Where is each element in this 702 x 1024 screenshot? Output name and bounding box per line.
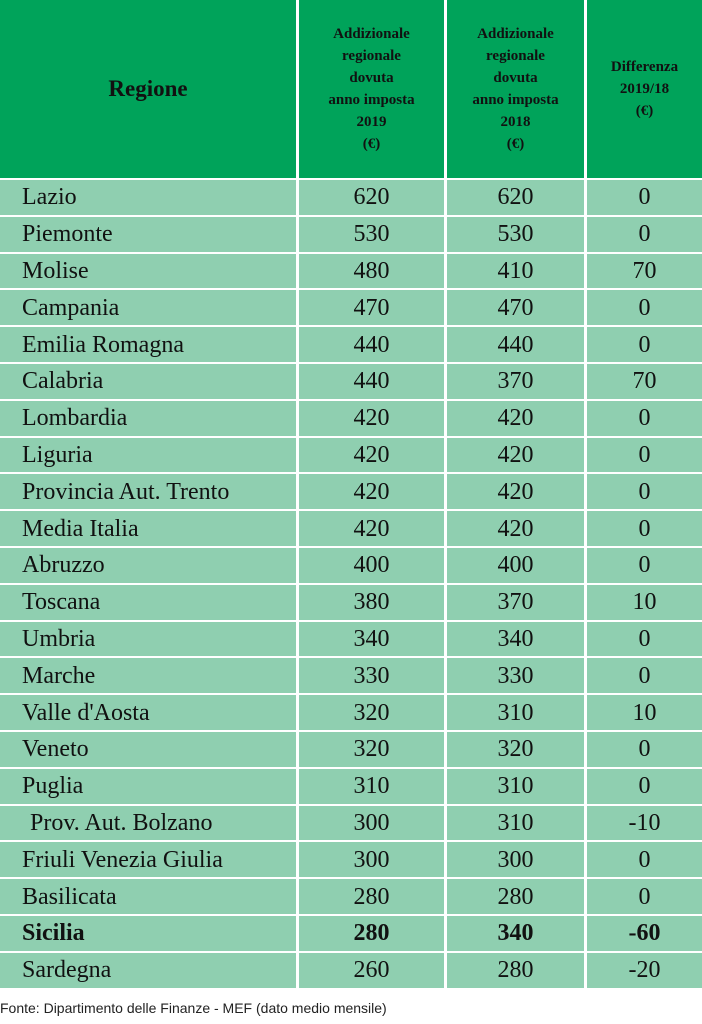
- value-2018-cell: 300: [447, 842, 584, 877]
- header-line: 2018: [500, 114, 531, 130]
- table-row: [0, 622, 702, 657]
- value-2019-cell: 420: [299, 474, 444, 509]
- value-2019-cell: 380: [299, 585, 444, 620]
- value-2018-cell: 620: [447, 180, 584, 215]
- difference-cell: 0: [587, 658, 702, 693]
- header-2018: [447, 0, 584, 178]
- value-2018-cell: 310: [447, 769, 584, 804]
- table-row: [0, 401, 702, 436]
- table-row: [0, 548, 702, 583]
- region-cell: Abruzzo: [0, 548, 296, 583]
- table-header: [0, 0, 702, 178]
- header-line: regionale: [342, 48, 401, 64]
- region-cell: Toscana: [0, 585, 296, 620]
- table-body: [0, 180, 702, 988]
- value-2018-cell: 280: [447, 879, 584, 914]
- value-2019-cell: 420: [299, 401, 444, 436]
- header-line: Addizionale: [477, 26, 554, 42]
- region-cell: Provincia Aut. Trento: [0, 474, 296, 509]
- header-line: Addizionale: [333, 26, 410, 42]
- header-line: 2019/18: [619, 81, 670, 97]
- header-2019: [299, 0, 444, 178]
- region-cell: Liguria: [0, 438, 296, 473]
- region-cell: Friuli Venezia Giulia: [0, 842, 296, 877]
- difference-cell: 0: [587, 622, 702, 657]
- header-line: (€): [635, 103, 654, 119]
- region-cell: Valle d'Aosta: [0, 695, 296, 730]
- header-difference-label: [611, 56, 678, 122]
- value-2019-cell: 260: [299, 953, 444, 988]
- region-cell: Sardegna: [0, 953, 296, 988]
- region-cell: Lazio: [0, 180, 296, 215]
- value-2018-cell: 410: [447, 254, 584, 289]
- region-cell: Marche: [0, 658, 296, 693]
- value-2019-cell: 310: [299, 769, 444, 804]
- difference-cell: 0: [587, 327, 702, 362]
- table-row: [0, 217, 702, 252]
- value-2018-cell: 310: [447, 695, 584, 730]
- region-cell: Media Italia: [0, 511, 296, 546]
- value-2019-cell: 530: [299, 217, 444, 252]
- value-2019-cell: 620: [299, 180, 444, 215]
- value-2018-cell: 420: [447, 401, 584, 436]
- value-2019-cell: 400: [299, 548, 444, 583]
- value-2018-cell: 310: [447, 806, 584, 841]
- difference-cell: -60: [587, 916, 702, 951]
- difference-cell: 0: [587, 548, 702, 583]
- header-line: dovuta: [349, 70, 394, 86]
- header-line: (€): [506, 136, 525, 152]
- region-cell: Prov. Aut. Bolzano: [0, 806, 296, 841]
- difference-cell: 0: [587, 732, 702, 767]
- value-2019-cell: 440: [299, 327, 444, 362]
- region-cell: Umbria: [0, 622, 296, 657]
- difference-cell: -10: [587, 806, 702, 841]
- region-cell: Emilia Romagna: [0, 327, 296, 362]
- table-row: [0, 879, 702, 914]
- value-2018-cell: 370: [447, 585, 584, 620]
- value-2018-cell: 470: [447, 290, 584, 325]
- table-row: [0, 769, 702, 804]
- value-2019-cell: 280: [299, 879, 444, 914]
- header-region: [0, 0, 296, 178]
- table-row: [0, 327, 702, 362]
- difference-cell: 70: [587, 254, 702, 289]
- header-line: regionale: [486, 48, 545, 64]
- region-cell: Lombardia: [0, 401, 296, 436]
- difference-cell: 0: [587, 879, 702, 914]
- value-2019-cell: 420: [299, 438, 444, 473]
- value-2019-cell: 300: [299, 806, 444, 841]
- value-2019-cell: 330: [299, 658, 444, 693]
- header-region-label: Regione: [108, 76, 188, 101]
- value-2019-cell: 300: [299, 842, 444, 877]
- header-line: (€): [362, 136, 381, 152]
- table-row: [0, 254, 702, 289]
- region-cell: Piemonte: [0, 217, 296, 252]
- difference-cell: 0: [587, 438, 702, 473]
- value-2018-cell: 440: [447, 327, 584, 362]
- header-line: 2019: [356, 114, 387, 130]
- table-row: [0, 658, 702, 693]
- difference-cell: 0: [587, 511, 702, 546]
- value-2018-cell: 420: [447, 474, 584, 509]
- value-2018-cell: 340: [447, 622, 584, 657]
- table-row: [0, 290, 702, 325]
- difference-cell: 0: [587, 842, 702, 877]
- table-row: [0, 695, 702, 730]
- header-line: anno imposta: [328, 92, 415, 108]
- region-cell: Calabria: [0, 364, 296, 399]
- value-2018-cell: 280: [447, 953, 584, 988]
- value-2018-cell: 420: [447, 511, 584, 546]
- table-row: [0, 474, 702, 509]
- value-2018-cell: 320: [447, 732, 584, 767]
- value-2019-cell: 480: [299, 254, 444, 289]
- value-2019-cell: 440: [299, 364, 444, 399]
- difference-cell: 70: [587, 364, 702, 399]
- source-note: Fonte: Dipartimento delle Finanze - MEF (dato medio mensile): [0, 1000, 387, 1016]
- header-difference: [587, 0, 702, 178]
- table-row: [0, 438, 702, 473]
- header-line: Differenza: [610, 59, 679, 75]
- table-row: [0, 180, 702, 215]
- difference-cell: 0: [587, 290, 702, 325]
- region-cell: Basilicata: [0, 879, 296, 914]
- table-row: [0, 806, 702, 841]
- difference-cell: 10: [587, 695, 702, 730]
- table-row: [0, 953, 702, 988]
- difference-cell: 0: [587, 474, 702, 509]
- region-cell: Molise: [0, 254, 296, 289]
- difference-cell: 0: [587, 401, 702, 436]
- difference-cell: 0: [587, 217, 702, 252]
- table-row: [0, 916, 702, 951]
- region-cell: Sicilia: [0, 916, 296, 951]
- value-2018-cell: 340: [447, 916, 584, 951]
- value-2018-cell: 530: [447, 217, 584, 252]
- difference-cell: 10: [587, 585, 702, 620]
- header-line: dovuta: [493, 70, 538, 86]
- difference-cell: 0: [587, 769, 702, 804]
- table-row: [0, 842, 702, 877]
- region-cell: Campania: [0, 290, 296, 325]
- value-2019-cell: 320: [299, 695, 444, 730]
- table-row: [0, 364, 702, 399]
- value-2018-cell: 370: [447, 364, 584, 399]
- difference-cell: 0: [587, 180, 702, 215]
- table-row: [0, 585, 702, 620]
- value-2019-cell: 320: [299, 732, 444, 767]
- value-2019-cell: 340: [299, 622, 444, 657]
- header-line: anno imposta: [472, 92, 559, 108]
- header-2019-label: [328, 23, 414, 155]
- table-row: [0, 732, 702, 767]
- table-row: [0, 511, 702, 546]
- difference-cell: -20: [587, 953, 702, 988]
- value-2018-cell: 330: [447, 658, 584, 693]
- region-cell: Veneto: [0, 732, 296, 767]
- region-cell: Puglia: [0, 769, 296, 804]
- header-2018-label: [472, 23, 558, 155]
- value-2018-cell: 400: [447, 548, 584, 583]
- value-2019-cell: 420: [299, 511, 444, 546]
- value-2019-cell: 470: [299, 290, 444, 325]
- value-2019-cell: 280: [299, 916, 444, 951]
- value-2018-cell: 420: [447, 438, 584, 473]
